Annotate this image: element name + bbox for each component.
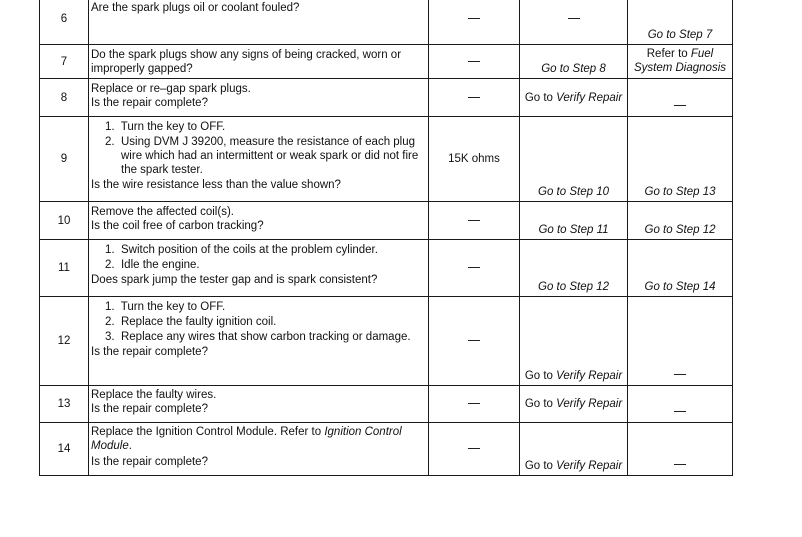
yes-cell <box>520 297 628 386</box>
step-action <box>89 0 429 45</box>
yes-action-ref: Verify Repair <box>556 460 623 472</box>
table-row <box>40 423 733 476</box>
yes-action-prefix: Go to <box>524 460 557 472</box>
table-row <box>40 202 733 240</box>
yes-action-ref: Verify Repair <box>556 398 623 410</box>
yes-cell <box>520 117 628 202</box>
yes-cell <box>520 240 628 297</box>
step-sublist <box>91 120 426 177</box>
dash-mark <box>674 374 686 375</box>
value-cell <box>429 423 520 476</box>
no-cell <box>628 240 733 297</box>
dash-mark <box>468 448 480 449</box>
step-instruction: Replace or re–gap spark plugs. <box>91 83 251 95</box>
step-action <box>89 45 429 79</box>
step-number: 14 <box>40 423 89 476</box>
value-cell <box>429 202 520 240</box>
value-cell <box>429 240 520 297</box>
yes-cell <box>520 423 628 476</box>
step-question: Do the spark plugs show any signs of being cracked, worn or improperly gapped? <box>91 49 402 75</box>
no-cell <box>628 297 733 386</box>
no-action-prefix: Refer to <box>646 47 691 60</box>
table-row <box>40 240 733 297</box>
dash-mark <box>468 61 480 62</box>
yes-action-prefix: Go to <box>524 370 557 382</box>
dash-mark <box>468 97 480 98</box>
dash-mark <box>674 105 686 106</box>
yes-action: Go to Step 8 <box>541 63 606 75</box>
yes-action-ref: Verify Repair <box>556 370 623 382</box>
yes-cell <box>520 386 628 423</box>
dash-mark <box>674 464 686 465</box>
dash-mark <box>468 340 480 341</box>
yes-action-prefix: Go to <box>524 91 557 104</box>
list-item: 3. Replace any wires that show carbon tracking or damage. <box>105 331 411 343</box>
table-row <box>40 386 733 423</box>
no-cell <box>628 79 733 117</box>
step-question: Is the repair complete? <box>91 403 208 415</box>
step-question: Is the coil free of carbon tracking? <box>91 220 264 232</box>
step-sublist <box>91 243 426 272</box>
yes-cell <box>520 79 628 117</box>
step-number: 11 <box>40 240 89 297</box>
step-instruction: Remove the affected coil(s). <box>91 206 234 218</box>
table-row <box>40 0 733 45</box>
no-action: Go to Step 14 <box>644 281 716 293</box>
yes-cell <box>520 202 628 240</box>
diagnostic-table <box>39 0 733 476</box>
step-number: 8 <box>40 79 89 117</box>
table-row <box>40 79 733 117</box>
dash-mark <box>468 403 480 404</box>
list-item: 1. Turn the key to OFF. <box>105 301 226 313</box>
step-number: 9 <box>40 117 89 202</box>
value-cell <box>429 297 520 386</box>
step-action <box>89 386 429 423</box>
step-number: 13 <box>40 386 89 423</box>
no-cell <box>628 423 733 476</box>
step-question: Is the repair complete? <box>91 346 208 358</box>
list-item: 2. Using DVM J 39200, measure the resistance of each plug wire which had an intermittent or weak spark or did not fire the spark tester. <box>105 136 419 176</box>
yes-action: Go to Step 10 <box>538 186 609 198</box>
dash-mark <box>674 411 686 412</box>
dash-mark <box>468 18 480 19</box>
step-number: 10 <box>40 202 89 240</box>
yes-action: Go to Step 12 <box>538 281 609 293</box>
list-item: 2. Idle the engine. <box>105 259 200 271</box>
step-action <box>89 240 429 297</box>
dash-mark <box>468 220 480 221</box>
list-item: 1. Switch position of the coils at the problem cylinder. <box>105 244 378 256</box>
dash-mark <box>568 18 580 19</box>
step-question: Is the repair complete? <box>91 97 208 109</box>
value-cell: 15K ohms <box>429 117 520 202</box>
no-cell <box>628 386 733 423</box>
step-question: Are the spark plugs oil or coolant fouled? <box>91 2 300 14</box>
yes-cell <box>520 45 628 79</box>
step-action <box>89 202 429 240</box>
step-instruction: Replace the Ignition Control Module. Refer to Ignition Control Module. <box>91 426 402 452</box>
value-cell <box>429 386 520 423</box>
no-action: Go to Step 12 <box>644 224 716 236</box>
no-action-ref: Fuel System Diagnosis <box>633 47 727 74</box>
step-number: 6 <box>40 0 89 45</box>
yes-action-prefix: Go to <box>524 398 557 410</box>
no-cell <box>628 117 733 202</box>
step-action <box>89 297 429 386</box>
table-row <box>40 45 733 79</box>
ref-link: Ignition Control Module <box>91 426 402 452</box>
step-question: Is the repair complete? <box>91 456 208 468</box>
step-number: 12 <box>40 297 89 386</box>
table-row <box>40 117 733 202</box>
no-action: Go to Step 13 <box>644 186 716 198</box>
yes-cell <box>520 0 628 45</box>
dash-mark <box>468 267 480 268</box>
step-action <box>89 79 429 117</box>
value-cell <box>429 45 520 79</box>
no-cell <box>628 45 733 79</box>
step-instruction: Replace the faulty wires. <box>91 389 217 401</box>
yes-action: Go to Step 11 <box>538 224 609 236</box>
yes-action-ref: Verify Repair <box>556 91 623 104</box>
step-action <box>89 117 429 202</box>
value-cell <box>429 0 520 45</box>
no-cell <box>628 202 733 240</box>
no-cell <box>628 0 733 45</box>
table-row <box>40 297 733 386</box>
step-question: Does spark jump the tester gap and is spark consistent? <box>91 274 378 286</box>
step-sublist <box>91 300 426 344</box>
value-cell <box>429 79 520 117</box>
list-item: 2. Replace the faulty ignition coil. <box>105 316 277 328</box>
list-item: 1. Turn the key to OFF. <box>105 121 226 133</box>
step-action <box>89 423 429 476</box>
step-number: 7 <box>40 45 89 79</box>
no-action: Go to Step 7 <box>647 29 713 41</box>
step-question: Is the wire resistance less than the value shown? <box>91 179 341 191</box>
